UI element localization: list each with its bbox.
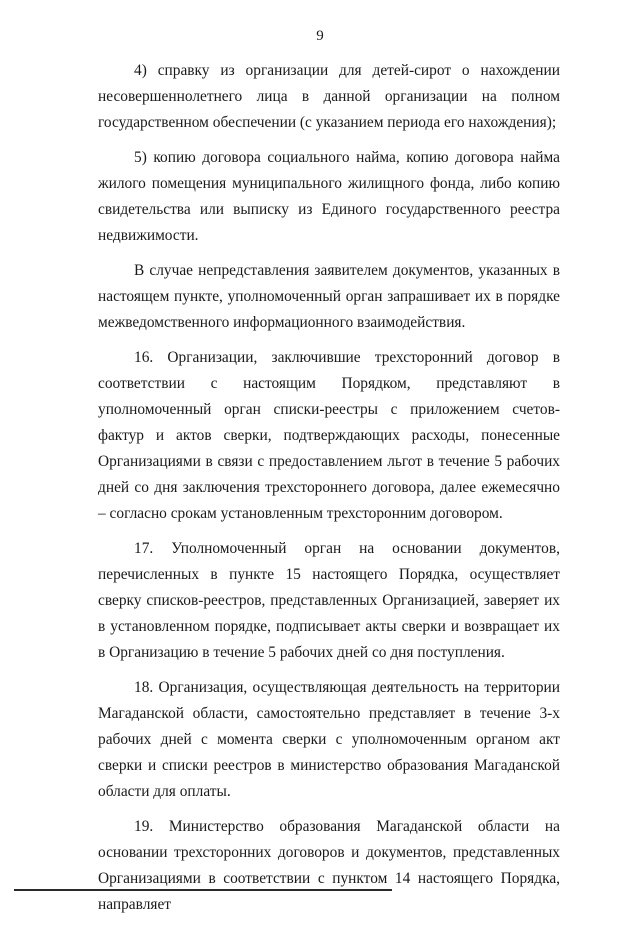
document-body (98, 58, 560, 927)
paragraph-item-5: 5) копию договора социального найма, копию договора найма жилого помещения муниципального жилищного фонда, либо копию свидетельства или выписку из Единого государственного реестра недвижимости. (98, 149, 560, 244)
paragraph-19: 19. Министерство образования Магаданской области на основании трехсторонних договоров и документов, представленных Организациями в соответствии с пунктом 14 настоящего Порядка, направляет (98, 818, 560, 913)
paragraph-16: 16. Организации, заключившие трехсторонний договор в соответствии с настоящим Порядком, представляют в уполномоченный орган списки-реестры с приложением счетов-фактур и актов сверки, подтверждающих расходы, понесенные Организациями в связи с предоставлением льгот в течение 5 рабочих дней со дня заключения трехстороннего договора, далее ежемесячно – согласно срокам установленным трехсторонним договором. (98, 349, 560, 522)
paragraph-18: 18. Организация, осуществляющая деятельность на территории Магаданской области, самостоятельно представляет в течение 3-х рабочих дней с момента сверки с уполномоченным органом акт сверки и списки реестров в министерство образования Магаданской области для оплаты. (98, 679, 560, 800)
page-number: 9 (316, 28, 324, 44)
bottom-rule (14, 889, 392, 891)
paragraph-nonsubmission: В случае непредставления заявителем документов, указанных в настоящем пункте, уполномоченный орган запрашивает их в порядке межведомственного информационного взаимодействия. (98, 262, 560, 331)
paragraph-17: 17. Уполномоченный орган на основании документов, перечисленных в пункте 15 настоящего Порядка, осуществляет сверку списков-реестров, представленных Организацией, заверяет их в установленном порядке, подписывает акты сверки и возвращает их в Организацию в течение 5 рабочих дней со дня поступления. (98, 540, 560, 661)
paragraph-item-4: 4) справку из организации для детей-сирот о нахождении несовершеннолетнего лица в данной организации на полном государственном обеспечении (с указанием периода его нахождения); (98, 62, 560, 131)
